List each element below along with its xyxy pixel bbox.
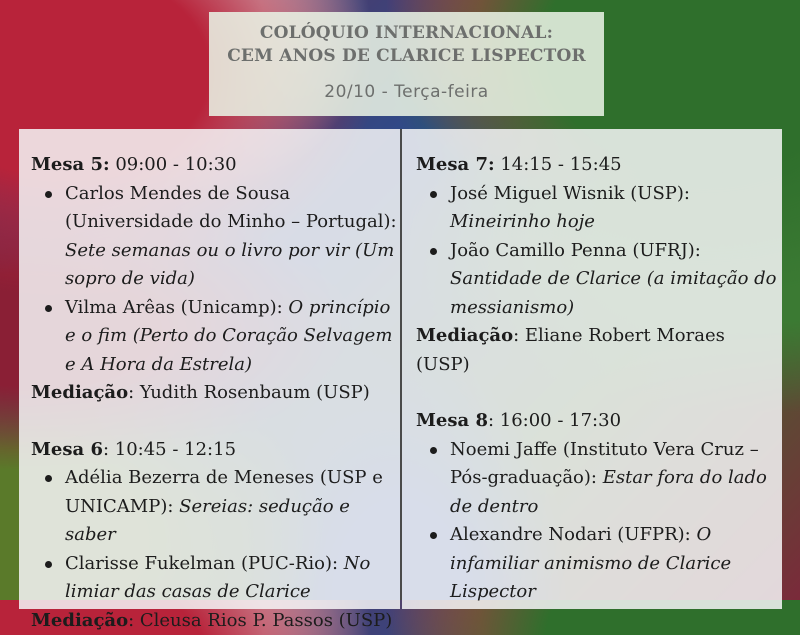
talk-title: Sereias: sedução e saber <box>65 496 350 546</box>
talk-title: O princípio e o fim (Perto do Coração Selvagem e A Hora da Estrela) <box>65 297 392 375</box>
talk-title: Estar fora do lado de dentro <box>450 467 767 517</box>
event-title-line-2: CEM ANOS DE CLARICE LISPECTOR <box>209 45 604 68</box>
speaker: Noemi Jaffe (Instituto Vera Cruz – Pós-graduação): <box>450 439 759 489</box>
mediacao-name: : Cleusa Rios P. Passos (USP) <box>128 610 392 631</box>
title-box <box>209 12 604 116</box>
mesa-8-label: Mesa 8 <box>416 410 488 431</box>
mesa-5-label: Mesa 5: <box>31 154 110 175</box>
speaker: José Miguel Wisnik (USP): <box>450 183 690 204</box>
mesa-7-time: 14:15 - 15:45 <box>495 154 622 175</box>
mesa-6-list <box>31 464 400 607</box>
mesa-7-label: Mesa 7: <box>416 154 495 175</box>
speaker: Clarisse Fukelman (PUC-Rio): <box>65 553 344 574</box>
mesa-8-time: : 16:00 - 17:30 <box>488 410 621 431</box>
list-item <box>450 237 782 323</box>
mesa-7-mediacao <box>416 322 782 379</box>
list-item <box>65 180 400 294</box>
right-schedule-panel <box>402 129 782 609</box>
speaker: João Camillo Penna (UFRJ): <box>450 240 701 261</box>
mesa-6-heading <box>31 436 400 465</box>
mesa-7-heading <box>416 151 782 180</box>
talk-title: Santidade de Clarice (a imitação do messianismo) <box>450 268 777 318</box>
mediacao-label: Mediação <box>416 325 513 346</box>
speaker: Adélia Bezerra de Meneses (USP e UNICAMP): <box>65 467 383 517</box>
event-date: 20/10 - Terça-feira <box>209 82 604 102</box>
list-item <box>65 550 400 607</box>
list-item <box>65 464 400 550</box>
talk-title: No limiar das casas de Clarice <box>65 553 370 603</box>
mediacao-name: : Yudith Rosenbaum (USP) <box>128 382 370 403</box>
talk-title: Sete semanas ou o livro por vir (Um sopro de vida) <box>65 240 394 290</box>
left-schedule-panel <box>19 129 400 609</box>
event-title-line-1: COLÓQUIO INTERNACIONAL: <box>209 22 604 45</box>
mediacao-label: Mediação <box>31 610 128 631</box>
list-item <box>65 294 400 380</box>
talk-title: Mineirinho hoje <box>450 211 595 232</box>
mesa-6-time: : 10:45 - 12:15 <box>103 439 236 460</box>
mediacao-label: Mediação <box>31 382 128 403</box>
mesa-8-list <box>416 436 782 607</box>
speaker: Vilma Arêas (Unicamp): <box>65 297 288 318</box>
talk-title: O infamiliar animismo de Clarice Lispector <box>450 524 731 602</box>
mesa-6-mediacao <box>31 607 400 635</box>
speaker: Alexandre Nodari (UFPR): <box>450 524 696 545</box>
mesa-5-mediacao <box>31 379 400 408</box>
mesa-8-heading <box>416 407 782 436</box>
mesa-5-heading <box>31 151 400 180</box>
list-item <box>450 180 782 237</box>
list-item <box>450 436 782 522</box>
speaker: Carlos Mendes de Sousa (Universidade do Minho – Portugal): <box>65 183 397 233</box>
list-item <box>450 521 782 607</box>
mesa-7-list <box>416 180 782 323</box>
mesa-6-label: Mesa 6 <box>31 439 103 460</box>
mesa-5-time: 09:00 - 10:30 <box>110 154 237 175</box>
mediacao-name: : Eliane Robert Moraes (USP) <box>416 325 725 375</box>
mesa-5-list <box>31 180 400 380</box>
